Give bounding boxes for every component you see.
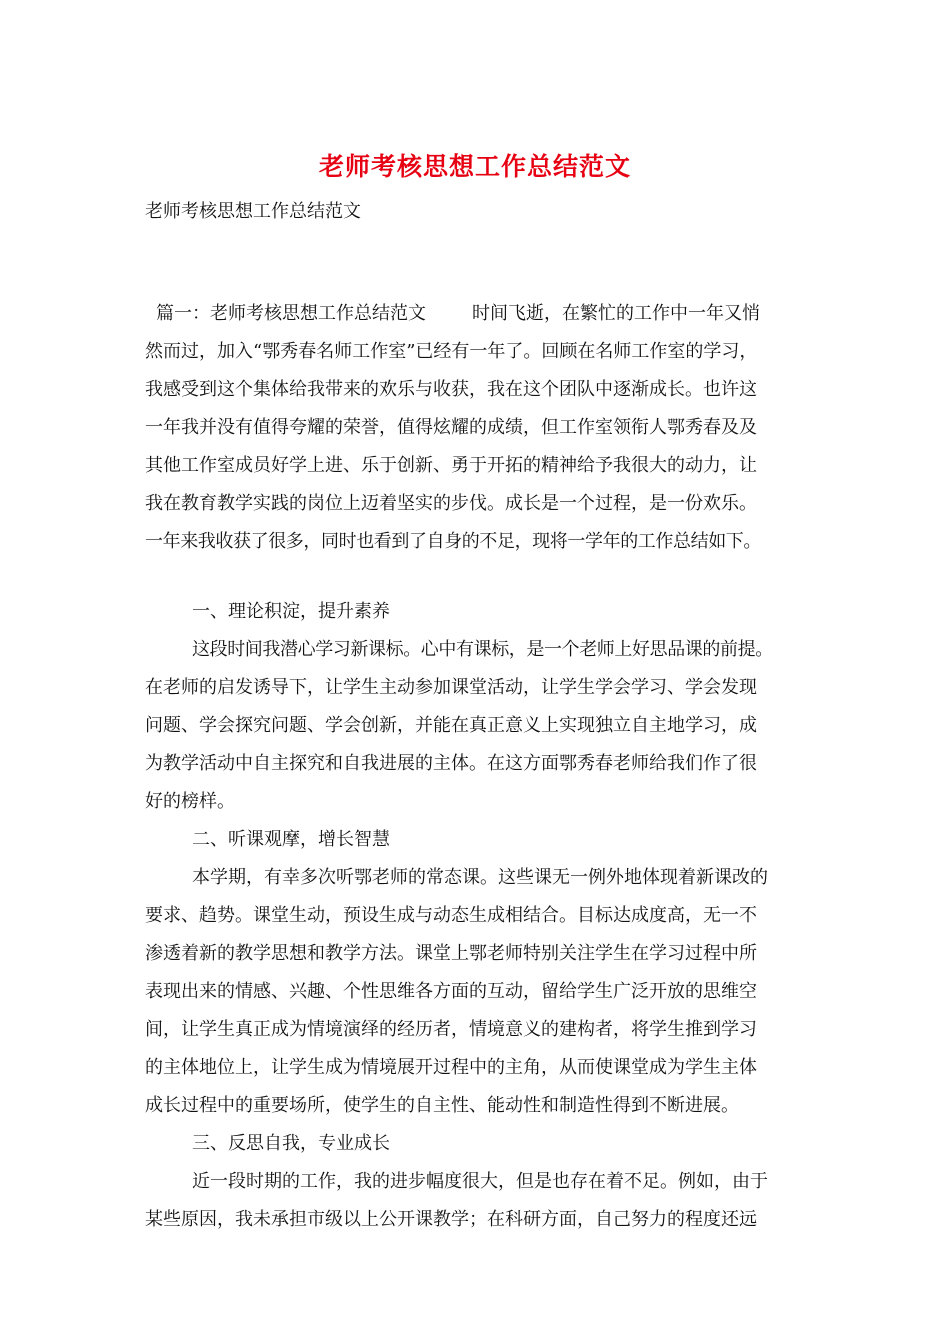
paragraph-line: 本学期，有幸多次听鄂老师的常态课。这些课无一例外地体现着新课改的 [192, 867, 768, 888]
paragraph-line: 成长过程中的重要场所，使学生的自主性、能动性和制造性得到不断进展。 [145, 1095, 739, 1116]
paragraph-line: 一年来我收获了很多，同时也看到了自身的不足，现将一学年的工作总结如下。 [145, 531, 761, 552]
paragraph-line: 这段时间我潜心学习新课标。心中有课标，是一个老师上好思品课的前提。 [192, 639, 773, 660]
paragraph-line: 近一段时期的工作，我的进步幅度很大，但是也存在着不足。例如，由于 [192, 1171, 768, 1192]
intro-first-line [156, 300, 760, 328]
document-subtitle: 老师考核思想工作总结范文 [145, 201, 361, 222]
intro-first-tail: 时间飞逝，在繁忙的工作中一年又悄 [472, 303, 760, 324]
paragraph-line: 渗透着新的教学思想和教学方法。课堂上鄂老师特别关注学生在学习过程中所 [145, 943, 757, 964]
paragraph-line: 间，让学生真正成为情境演绎的经历者，情境意义的建构者，将学生推到学习 [145, 1019, 757, 1040]
paragraph-line: 问题、学会探究问题、学会创新，并能在真正意义上实现独立自主地学习，成 [145, 715, 757, 736]
section-heading: 一、理论积淀，提升素养 [192, 601, 390, 622]
section-heading: 二、听课观摩，增长智慧 [192, 829, 390, 850]
paragraph-line: 我感受到这个集体给我带来的欢乐与收获，我在这个团队中逐渐成长。也许这 [145, 379, 757, 400]
paragraph-line: 某些原因，我未承担市级以上公开课教学；在科研方面，自己努力的程度还远 [145, 1209, 757, 1230]
document-title: 老师考核思想工作总结范文 [318, 152, 631, 181]
paragraph-line: 在老师的启发诱导下，让学生主动参加课堂活动，让学生学会学习、学会发现 [145, 677, 757, 698]
paragraph-line: 其他工作室成员好学上进、乐于创新、勇于开拓的精神给予我很大的动力，让 [145, 455, 757, 476]
paragraph-line: 的主体地位上，让学生成为情境展开过程中的主角，从而使课堂成为学生主体 [145, 1057, 757, 1078]
paragraph-line: 然而过，加入“鄂秀春名师工作室”已经有一年了。回顾在名师工作室的学习， [145, 341, 758, 362]
intro-label: 篇一：老师考核思想工作总结范文 [156, 303, 426, 324]
paragraph-line: 要求、趋势。课堂生动，预设生成与动态生成相结合。目标达成度高，无一不 [145, 905, 757, 926]
paragraph-line: 好的榜样。 [145, 791, 235, 812]
paragraph-line: 我在教育教学实践的岗位上迈着坚实的步伐。成长是一个过程，是一份欢乐。 [145, 493, 757, 514]
paragraph-line: 一年我并没有值得夸耀的荣誉，值得炫耀的成绩，但工作室领衔人鄂秀春及及 [145, 417, 757, 438]
paragraph-line: 为教学活动中自主探究和自我进展的主体。在这方面鄂秀春老师给我们作了很 [145, 753, 757, 774]
section-heading: 三、反思自我，专业成长 [192, 1133, 390, 1154]
paragraph-line: 表现出来的情感、兴趣、个性思维各方面的互动，留给学生广泛开放的思维空 [145, 981, 757, 1002]
